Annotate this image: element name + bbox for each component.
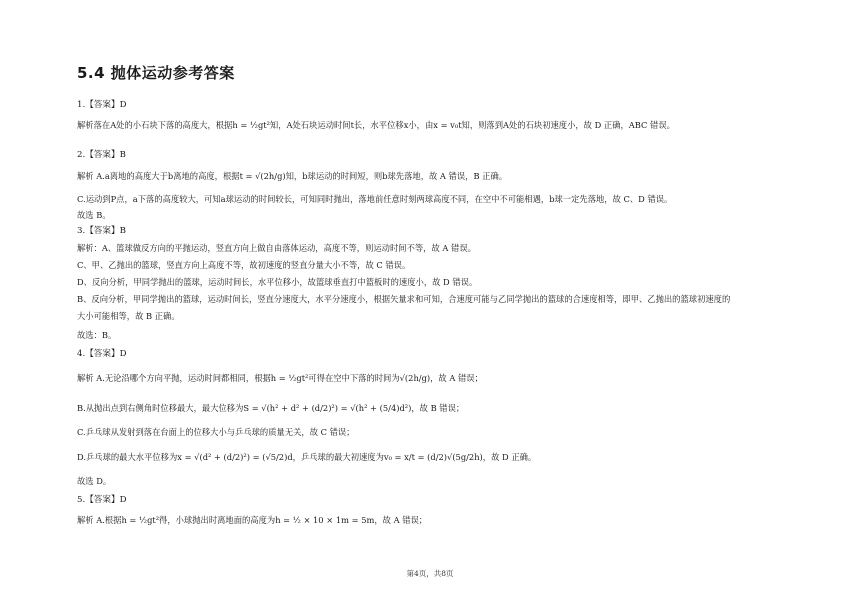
answer-3-line-1: 解析：A、篮球做反方向的平抛运动，竖直方向上做自由落体运动，高度不等，则运动时间不等，故 A 错误。 [77,243,476,253]
answer-3-line-2: C、甲、乙抛出的篮球，竖直方向上高度不等，故初速度的竖直分量大小不等，故 C 错误。 [77,260,411,270]
answer-3-head: 3.【答案】B [77,226,126,236]
answer-1-line-1: 解析落在A处的小石块下落的高度大，根据h = ½gt²知，A处石块运动时间t长，水平位移x小，由x = v₀t知，则落到A处的石块初速度小，故 D 正确，ABC 错误。 [77,120,675,130]
answer-2-line-1: 解析 A.a离地的高度大于b离地的高度，根据t = √(2h/g)知，b球运动的时间短，则b球先落地，故 A 错误，B 正确。 [77,171,508,181]
answer-5-line-1: 解析 A.根据h = ½gt²得，小球抛出时离地面的高度为h = ½ × 10 × 1m = 5m，故 A 错误； [77,515,428,525]
answer-2-line-3: 故选 B。 [77,210,111,220]
answer-4-head: 4.【答案】D [77,349,127,359]
answer-4-line-1: 解析 A.无论沿哪个方向平抛，运动时间都相同，根据h = ½gt²可得在空中下落的时间为√(2h/g)，故 A 错误； [77,373,483,383]
answer-4-line-4: D.乒乓球的最大水平位移为x = √(d² + (d/2)²) = (√5/2)d，乒乓球的最大初速度为v₀ = x/t = (d/2)√(5g/2h)，故 D 正确。 [77,452,537,462]
page-footer: 第4页，共8页 [406,569,454,578]
answer-3-line-5: 大小可能相等，故 B 正确。 [77,311,180,321]
answer-4-line-3: C.乒乓球从发射到落在台面上的位移大小与乒乓球的质量无关，故 C 错误； [77,427,355,437]
answer-3-line-3: D、反向分析，甲同学抛出的篮球，运动时间长，水平位移小，故篮球垂直打中篮板时的速度小，故 D 错误。 [77,277,478,287]
page-title: 5.4 抛体运动参考答案 [77,64,235,82]
answer-2-line-2: C.运动到P点，a下落的高度较大，可知a球运动的时间较长，可知同时抛出，落地前任意时刻两球高度不同，在空中不可能相遇，b球一定先落地，故 C、D 错误。 [77,194,673,204]
answer-1-head: 1.【答案】D [77,100,127,110]
answer-4-line-5: 故选 D。 [77,476,112,486]
answer-4-line-2: B.从抛出点到右侧角时位移最大，最大位移为S = √(h² + d² + (d/2)²) = √(h² + (5/4)d²)，故 B 错误； [77,403,465,413]
answer-3-line-4: B、反向分析，甲同学抛出的篮球，运动时间长，竖直分速度大，水平分速度小，根据矢量求和可知，合速度可能与乙同学抛出的篮球的合速度相等，即甲、乙抛出的篮球初速度的 [77,294,731,304]
answer-3-line-6: 故选：B。 [77,330,117,340]
answer-5-head: 5.【答案】D [77,495,127,505]
answer-2-head: 2.【答案】B [77,150,126,160]
